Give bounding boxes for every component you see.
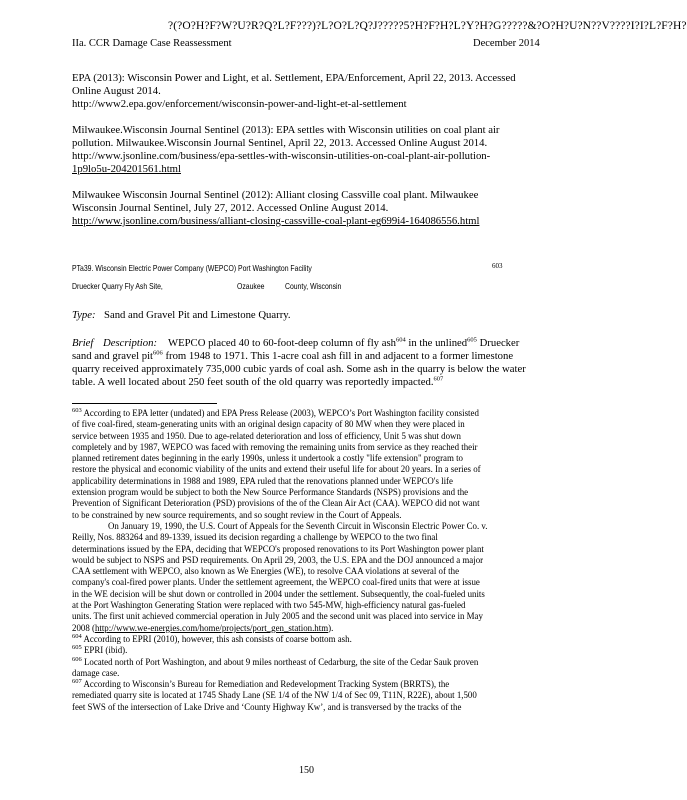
reference-url[interactable]: http://www.jsonline.com/business/alliant-closing-cassville-coal-plant-eg699i4-164086556.html [72,215,480,227]
reference-url[interactable]: http://www2.epa.gov/enforcement/wisconsin-power-and-light-et-al-settlement [72,98,407,110]
case-id-note: 603 [492,262,503,270]
description-line: sand and gravel pit$^{606}$ from 1948 to 1971. This 1-acre coal ash fill in and adjacent to a former limestone [72,349,514,362]
footnote-ref[interactable]: 607 [433,375,444,383]
footnote-606: $^{606}$ Located north of Port Washington, and about 9 miles northeast of Cedarburg, the site of the Cedar Sauk proven [72,655,479,667]
header-date: December 2014 [473,38,540,49]
type-value: Sand and Gravel Pit and Limestone Quarry. [104,309,291,321]
garbled-header-text: ?(?O?H?F?W?U?R?Q?L?F???)?L?O?L?Q?J?????5?H?F?H?L?Y?H?G?????&?O?H?U?N??V????I?I?L?F?H? [168,20,687,32]
footnote-ref[interactable]: 605 [467,336,477,344]
description-line: WEPCO placed 40 to 60-foot-deep column of fly ash$^{604}$ in the unlined$^{605}$ Druecker [168,336,520,349]
footnote-separator [72,403,217,404]
description-label: Description: [103,337,158,349]
footnote-url[interactable]: http://www.we-energies.com/home/projects/port_gen_station.htm [94,622,329,633]
case-site-name: Druecker Quarry Fly Ash Site, [72,281,163,291]
footnote-605: $^{605}$ EPRI (ibid). [72,644,128,656]
page-number: 150 [299,765,314,776]
description-line: quarry received approximately 735,000 cubic yards of coal ash. Some ash in the quarry is below the water [72,363,526,375]
brief-label: Brief [72,337,94,349]
reference-line: Wisconsin Journal Sentinel, July 27, 2012. Accessed Online August 2014. [72,202,389,214]
case-id-line: PTa39. Wisconsin Electric Power Company (WEPCO) Port Washington Facility [72,263,312,273]
reference-jsonline-2013 [72,124,572,176]
reference-line: pollution. Milwaukee.Wisconsin Journal Sentinel, April 22, 2013. Accessed Online August 2014. [72,137,488,149]
footnote-ref[interactable]: 606 [153,349,163,357]
reference-jsonline-2012 [72,189,572,228]
reference-line: EPA (2013): Wisconsin Power and Light, et al. Settlement, EPA/Enforcement, April 22, 2013. Accessed [72,72,516,84]
reference-url[interactable]: 1p9lo5u-204201561.html [72,163,181,175]
footnote-603: $^{603}$ According to EPA letter (undated) and EPA Press Release (2003), WEPCO’s Port Washington facility consisted of five coal-fired, steam-generating units with an original design capacity of 80 MW when they were placed in service between 1935 and 1950. Due to age-related deterioration and loss of efficiency, Unit 5 was shut down completely and by 1987, WEPCO was faced with removing the remaining units from service as they reached their planned retirement dates beginning in the early 1990s, unless it undertook a costly "life extension" program to restore the physical and economic viability of the units and extend their useful life for about 20 years. In a series of applicability determinations in 1988 and 1989, EPA ruled that the renovations planned under WEPCO's life extension program would be subject to both the New Source Performance Standards (NSPS) provisions and the Prevention of Significant Deterioration (PSD) provisions of the of the Clean Air Act (CAA). WEPCO did not want to be constrained by new source requirements, and so sought review in the Court of Appeals. On January 19, 1990, the U.S. Court of Appeals for the Seventh Circuit in Wisconsin Electric Power Co. v. Reilly, Nos. 883264 and 89-1339, issued its decision regarding a challenge by WEPCO to the two final determinations issued by the EPA, deciding that WEPCO's proposed renovations to its Port Washington power plant would be subject to NSPS and PSD requirements. On April 29, 2003, the U.S. EPA and the DOJ announced a major CAA settlement with WEPCO, also known as We Energies (WE), to resolve CAA violations at several of the company's coal-fired power plants. Under the settlement agreement, the WEPCO coal-fired units that were at issue in the WE decision will be shut down or controlled in 2004 under the settlement. Subsequently, the coal-fueled units at the Port Washington Generating Station were replaced with two 545-MW, high-efficiency natural gas-fueled units. The first unit achieved commercial operation in July 2005 and the second unit was placed into service in May 2008 (http://www.we-energies.com/home/projects/port_gen_station.htm). $^{604}$ According to EPRI (2010), however, this ash consists of coarse bottom ash. $^{605}$ EPRI (ibid). $^{606}$ Located north of Port Washington, and about 9 miles northeast of Cedarburg, the site of the Cedar Sauk proven damage case. $^{607}$ According to Wisconsin’s Bureau for Remediation and Redevelopment Tracking System (BRRTS), the remediated quarry site is located at 1745 Shady Lane (SE 1/4 of the NW 1/4 of Sec 09, T11N, R22E), about 1,500 feet SWS of the intersection of Lake Drive and ‘County Highway Kw’, and is transversed by the tracks of the [72,408,572,713]
reference-line: Milwaukee Wisconsin Journal Sentinel (2012): Alliant closing Cassville coal plant. Milwaukee [72,189,479,201]
case-site-county: Ozaukee [237,281,265,291]
description-line: table. A well located about 250 feet south of the old quarry was reportedly impacted.$^{607}$ [72,375,444,388]
footnote-604: $^{604}$ According to EPRI (2010), however, this ash consists of coarse bottom ash. [72,632,352,644]
reference-line: Online August 2014. [72,85,161,97]
section-header: IIa. CCR Damage Case Reassessment [72,38,232,49]
footnote-607: $^{607}$ According to Wisconsin’s Bureau for Remediation and Redevelopment Tracking System (BRRTS), the [72,678,450,690]
reference-url-part[interactable]: http://www.jsonline.com/business/epa-settles-with-wisconsin-utilities-on-coal-plant-air-pollution- [72,150,491,162]
type-label: Type: [72,309,96,321]
reference-epa-2013 [72,72,572,111]
footnote-ref[interactable]: 604 [395,336,406,344]
case-site-state: County, Wisconsin [285,281,342,291]
reference-line: Milwaukee.Wisconsin Journal Sentinel (2013): EPA settles with Wisconsin utilities on coal plant air [72,124,500,136]
